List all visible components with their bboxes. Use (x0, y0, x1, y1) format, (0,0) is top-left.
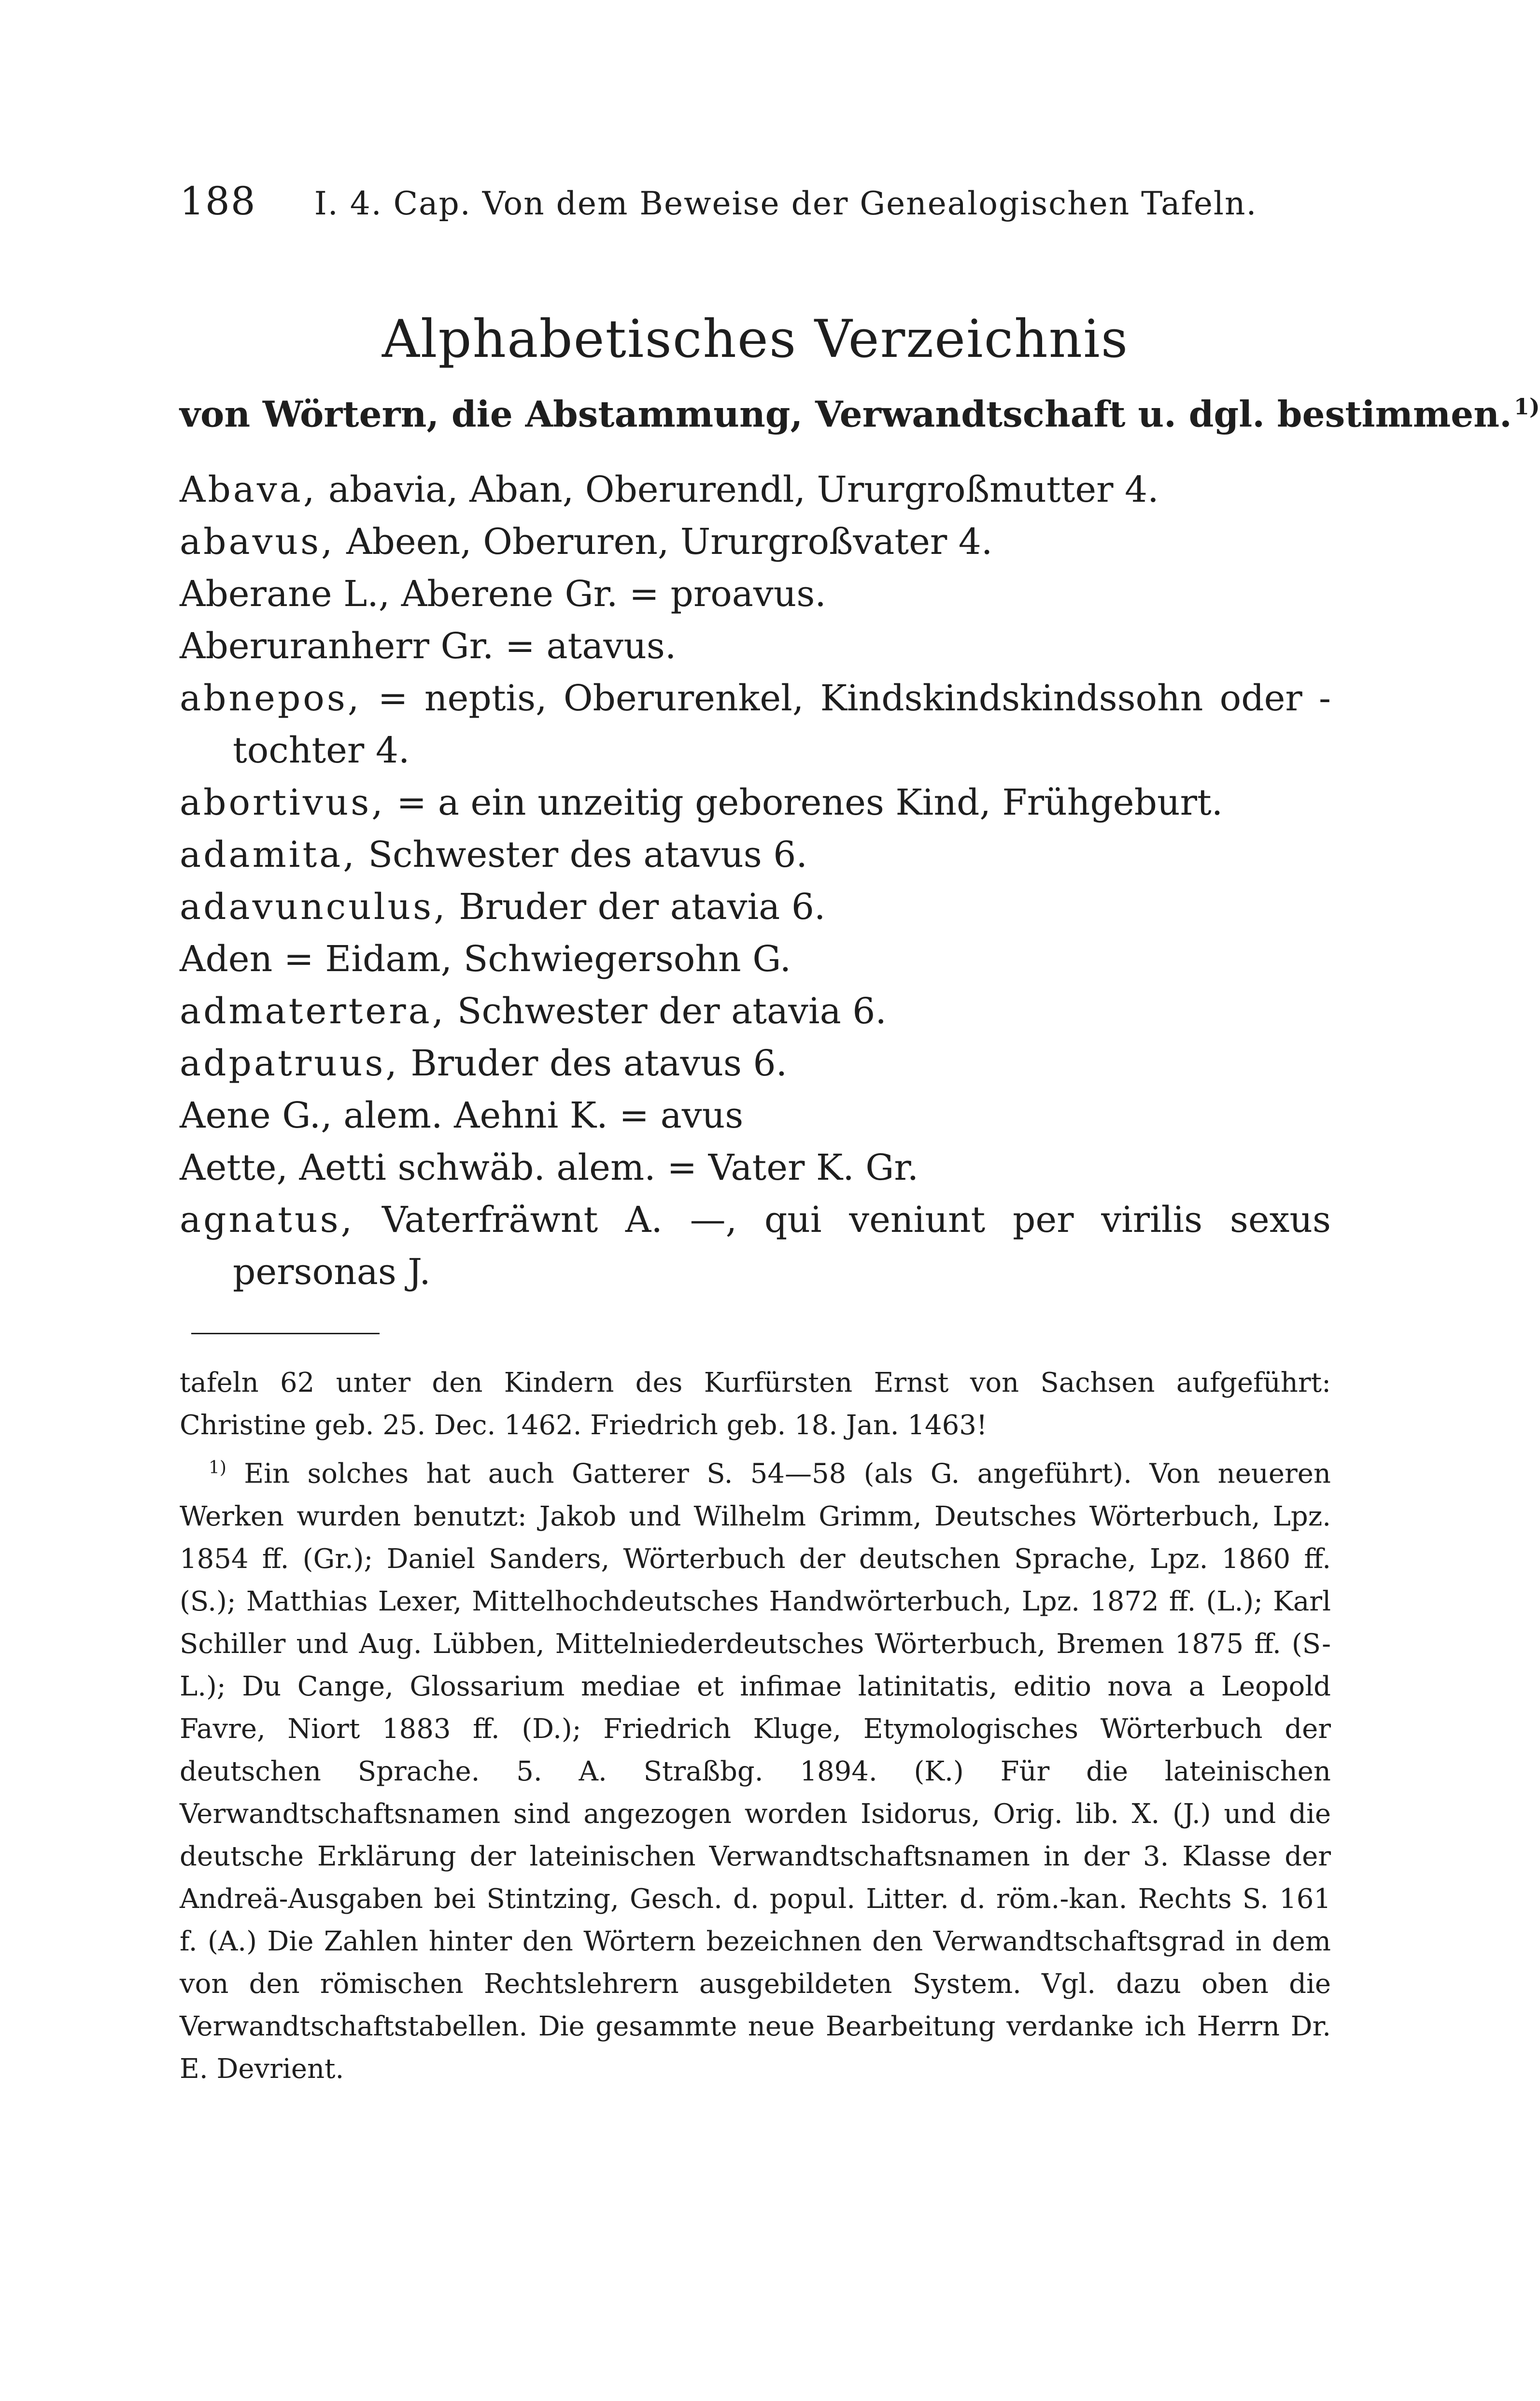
footnotes (180, 1362, 1331, 2090)
entry-headword: agnatus, (180, 1199, 355, 1241)
entry-definition: Aette, Aetti schwäb. alem. = Vater K. Gr. (180, 1147, 919, 1188)
glossary-entries (180, 464, 1331, 1298)
glossary-entry (180, 1089, 1331, 1142)
chapter-heading: I. 4. Cap. Von dem Beweise der Genealogischen Tafeln. (314, 185, 1257, 222)
glossary-entry (180, 777, 1331, 829)
entry-headword: admatertera, (180, 990, 446, 1032)
glossary-entry (180, 672, 1331, 777)
footnote-continuation: tafeln 62 unter den Kindern des Kurfürsten Ernst von Sachsen aufgeführt: Christine geb. 25. Dec. 1462. Friedrich geb. 18. Jan. 1463! (180, 1367, 1331, 1441)
entry-definition: abavia, Aban, Oberurendl, Ururgroßmutter 4. (317, 469, 1159, 510)
entry-headword: adamita, (180, 834, 357, 876)
entry-headword: adavunculus, (180, 886, 448, 928)
glossary-entry (180, 933, 1331, 985)
entry-headword: abortivus, (180, 782, 385, 823)
glossary-entry (180, 881, 1331, 933)
page-number: 188 (180, 179, 256, 224)
glossary-entry (180, 829, 1331, 881)
entry-definition: Aene G., alem. Aehni K. = avus (180, 1095, 744, 1136)
entry-definition: = a ein unzeitig geborenes Kind, Frühgeburt. (385, 782, 1223, 823)
footnote-divider (191, 1333, 380, 1334)
glossary-entry (180, 1194, 1331, 1298)
glossary-entry (180, 620, 1331, 672)
glossary-entry (180, 568, 1331, 620)
glossary-entry (180, 464, 1331, 516)
entry-definition: Schwester der atavia 6. (446, 990, 887, 1032)
entry-definition: Bruder der atavia 6. (447, 886, 826, 928)
entry-definition: Schwester des atavus 6. (356, 834, 807, 876)
glossary-entry (180, 985, 1331, 1037)
entry-definition: Vaterfräwnt A. —, qui veniunt per virilis sexus personas J. (233, 1199, 1331, 1293)
entry-headword: Abava, (180, 469, 317, 510)
entry-definition: = neptis, Oberurenkel, Kindskindskindssohn oder -tochter 4. (233, 678, 1331, 771)
entry-headword: adpatruus, (180, 1043, 399, 1084)
footnote-1 (180, 1447, 1331, 2090)
glossary-entry (180, 1142, 1331, 1194)
entry-definition: Aberane L., Aberene Gr. = proavus. (180, 573, 826, 615)
entry-definition: Abeen, Oberuren, Ururgroßvater 4. (335, 521, 993, 563)
footnote-1-text: Ein solches hat auch Gatterer S. 54—58 (als G. angeführt). Von neueren Werken wurden benutzt: Jakob und Wilhelm Grimm, Deutsches Wörterbuch, Lpz. 1854 ff. (Gr.); Daniel Sanders, Wörterbuch der deutschen Sprache, Lpz. 1860 ff. (S.); Matthias Lexer, Mittelhochdeutsches Handwörterbuch, Lpz. 1872 ff. (L.); Karl Schiller und Aug. Lübben, Mittelniederdeutsches Wörterbuch, Bremen 1875 ff. (S-L.); Du Cange, Glossarium mediae et infimae latinitatis, editio nova a Leopold Favre, Niort 1883 ff. (D.); Friedrich Kluge, Etymologisches Wörterbuch der deutschen Sprache. 5. A. Straßbg. 1894. (K.) Für die lateinischen Verwandtschaftsnamen sind angezogen worden Isidorus, Orig. lib. X. (J.) und die deutsche Erklärung der lateinischen Verwandtschaftsnamen in der 3. Klasse der Andreä-Ausgaben bei Stintzing, Gesch. d. popul. Litter. d. röm.-kan. Rechts S. 161 f. (A.) Die Zahlen hinter den Wörtern bezeichnen den Verwandtschaftsgrad in dem von den römischen Rechtslehrern ausgebildeten System. Vgl. dazu oben die Verwandtschaftstabellen. Die gesammte neue Bearbeitung verdanke ich Herrn Dr. E. Devrient. (180, 1458, 1331, 2085)
glossary-entry (180, 516, 1331, 568)
glossary-entry (180, 1037, 1331, 1089)
page (180, 0, 1540, 2401)
footnote-1-mark: 1) (209, 1458, 226, 1478)
subtitle-text: von Wörtern, die Abstammung, Verwandtschaft u. dgl. bestimmen. (180, 394, 1512, 436)
running-head (180, 179, 1339, 224)
entry-headword: abavus, (180, 521, 335, 563)
entry-definition: Aden = Eidam, Schwiegersohn G. (180, 938, 791, 980)
subtitle (180, 394, 1540, 436)
footnote-mark: 1) (1513, 394, 1540, 420)
entry-definition: Aberuranherr Gr. = atavus. (180, 625, 677, 667)
entry-headword: abnepos, (180, 678, 362, 719)
page-title: Alphabetisches Verzeichnis (381, 309, 1129, 369)
entry-definition: Bruder des atavus 6. (399, 1043, 788, 1084)
